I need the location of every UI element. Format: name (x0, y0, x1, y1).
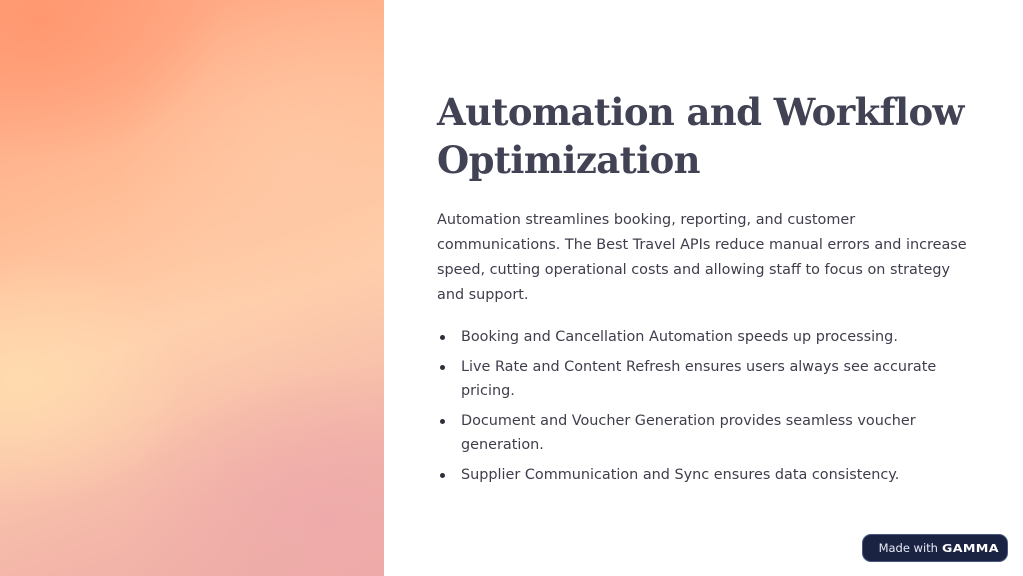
bullet-text: Live Rate and Content Refresh ensures users always see accurate pricing. (461, 359, 937, 399)
bullet-dot-icon (440, 473, 445, 478)
bullet-list (437, 325, 957, 487)
bullet-text: Booking and Cancellation Automation speeds up processing. (461, 329, 898, 345)
bullet-dot-icon (440, 419, 445, 424)
gradient-decoration-panel (0, 0, 384, 576)
slide-title: Automation and Workflow Optimization (437, 90, 964, 182)
slide-content (437, 88, 977, 493)
bullet-item (437, 355, 957, 403)
intro-paragraph: Automation streamlines booking, reporting, and customer communications. The Best Travel APIs reduce manual errors and increase speed, cutting operational costs and allowing staff to focus on strategy and support. (437, 212, 967, 303)
bullet-item (437, 409, 957, 457)
gamma-logo: GAMMA (941, 541, 999, 555)
badge-prefix-text: Made with (878, 541, 938, 555)
bullet-text: Supplier Communication and Sync ensures data consistency. (461, 467, 900, 483)
bullet-item (437, 325, 957, 349)
bullet-text: Document and Voucher Generation provides seamless voucher generation. (461, 413, 916, 453)
bullet-item (437, 463, 957, 487)
bullet-dot-icon (440, 365, 445, 370)
made-with-gamma-badge[interactable] (862, 534, 1008, 562)
bullet-dot-icon (440, 335, 445, 340)
